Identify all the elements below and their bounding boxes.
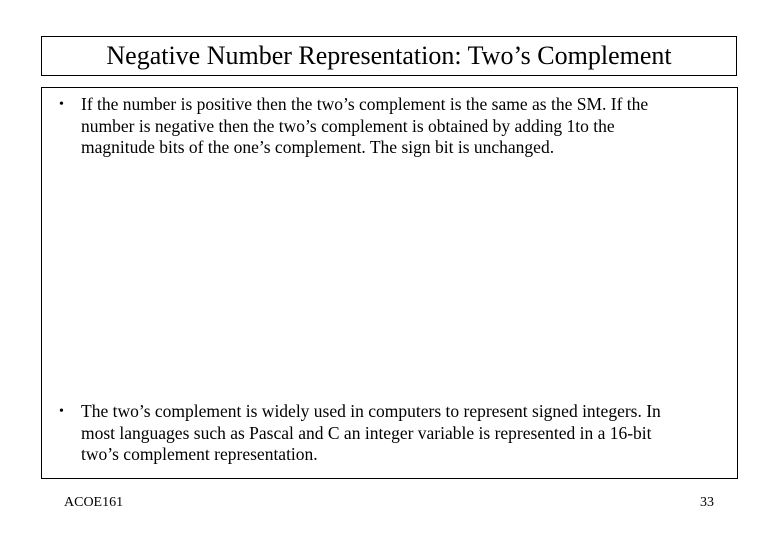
footer-page-number: 33: [700, 495, 714, 510]
footer-course-code: ACOE161: [64, 495, 124, 510]
bullet-text: [81, 401, 729, 466]
bullet-line: If the number is positive then the two’s complement is the same as the SM. If the: [81, 94, 649, 114]
bullet-line: most languages such as Pascal and C an integer variable is represented in a 16-bit: [81, 422, 652, 443]
bullet-text: [81, 94, 729, 159]
bullet-line: magnitude bits of the one’s complement. The sign bit is unchanged.: [81, 137, 555, 157]
bullet-line: number is negative then the two’s complement is obtained by adding 1to the: [81, 115, 615, 136]
bullet-marker: •: [59, 97, 64, 112]
bullet-item: [59, 94, 729, 159]
bullet-marker: •: [59, 404, 64, 419]
bullet-line: two’s complement representation.: [81, 444, 318, 464]
bullet-line: The two’s complement is widely used in computers to represent signed integers. In: [81, 401, 661, 421]
slide-title: Negative Number Representation: Two’s Complement: [106, 41, 672, 70]
bullet-item: [59, 401, 729, 466]
slide-content-box: [41, 87, 738, 479]
slide-title-box: [41, 36, 737, 76]
